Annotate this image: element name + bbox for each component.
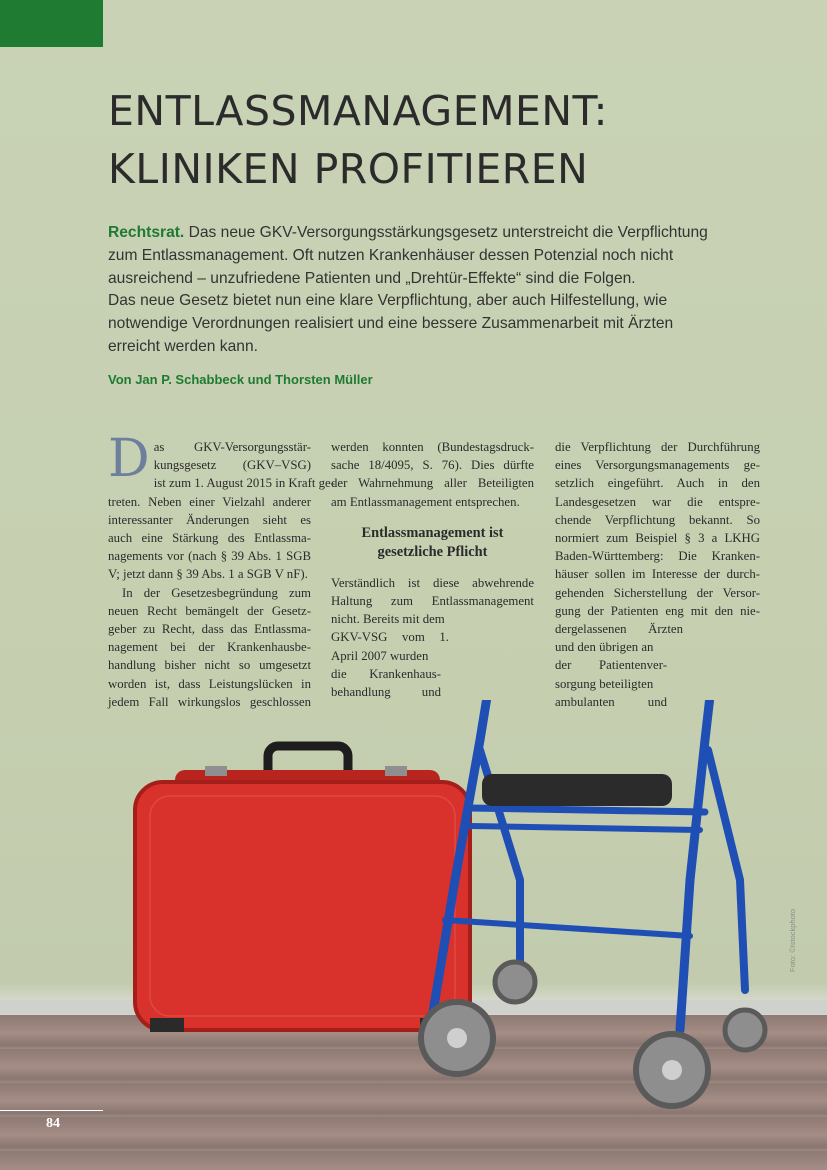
lead-line-6: erreicht werden kann.: [108, 337, 258, 355]
lead-line-1-rest: Das neue GKV-Versorgungsstärkungsgesetz unterstreicht die Verpflichtung: [184, 224, 708, 241]
lead-line-1: [108, 222, 760, 245]
col2-p1-line: werden konnten (Bundestagsdruck-: [331, 440, 534, 454]
section-subheading: [331, 524, 534, 562]
col1-paragraph-2: [108, 584, 311, 711]
article-photo: [0, 700, 827, 1170]
lead-line-5: notwendige Verordnungen realisiert und eine bessere Zusammenarbeit mit Ärzten: [108, 315, 674, 333]
photo-credit: Foto: ©Istockphoto: [788, 908, 797, 972]
author-byline: Von Jan P. Schabbeck und Thorsten Müller: [108, 372, 373, 387]
col3-p1-line: normiert zum Beispiel § 3 a LKHG: [555, 531, 760, 546]
col2-p1-line: der Wahrnehmung aller Beteiligten: [331, 476, 534, 491]
folio-rule: [0, 1110, 103, 1111]
col1-p2-line: In der Gesetzesbegründung zum: [122, 585, 311, 600]
section-color-tab: [0, 0, 103, 47]
col3-p1-line: eines Versorgungsmanagements ge-: [555, 458, 760, 473]
col2-paragraph-1: [331, 438, 534, 511]
col1-p2-line: neuen Recht bemängelt der Gesetz-: [108, 603, 311, 618]
col2-p2-line: die Krankenhaus-: [331, 666, 441, 681]
col1-p2-line: handlung bisher nicht so umgesetzt: [108, 658, 311, 673]
title-line-2: KLINIKEN PROFITIEREN: [108, 145, 589, 193]
article-title: [108, 82, 728, 198]
col1-p1-line: nagements vor (nach § 39 Abs. 1 SGB: [108, 549, 311, 564]
col3-p1-line: setzlich eingeführt. Auch in den: [555, 476, 760, 491]
lead-kicker: Rechtsrat.: [108, 224, 185, 241]
subheading-line-1: Entlassmanagement ist: [361, 524, 504, 541]
col1-p2-line: nagement bei der Krankenhausbe-: [108, 640, 311, 655]
col3-p1-line: Landesgesetzen war die entspre-: [555, 494, 760, 509]
page-number: 84: [46, 1116, 60, 1131]
col3-p1-line: gung der Patienten eng mit den nie-: [555, 603, 760, 618]
lead-line-4: Das neue Gesetz bietet nun eine klare Verpflichtung, aber auch Hilfestellung, wie: [108, 292, 668, 310]
col3-p1-line: die Verpflichtung der Durchführung: [555, 440, 760, 454]
col2-p2-line: Verständlich ist diese abwehrende: [331, 575, 534, 590]
col2-p2-line: April 2007 wurden: [331, 648, 429, 663]
col1-p1-line: as GKV-Versorgungsstär-: [153, 440, 311, 454]
col3-p1-line: dergelassenen Ärzten: [555, 622, 683, 637]
col3-p1-line: gehenden Sicherstellung der Versor-: [555, 585, 760, 600]
col1-p1-line: V; jetzt dann § 39 Abs. 1 a SGB V nF).: [108, 567, 308, 582]
col3-p1-line: und den übrigen an: [555, 640, 654, 655]
article-lead: [108, 222, 760, 359]
col1-p2-line: worden ist, dass Leistungslücken in: [108, 676, 311, 691]
col3-p1-line: sorgung beteiligten: [555, 676, 654, 691]
col1-p1-line: ist zum 1. August 2015 in Kraft ge-: [153, 476, 335, 491]
col1-p1-line: treten. Neben einer Vielzahl anderer: [108, 494, 311, 509]
col2-p2-line: behandlung und: [331, 685, 441, 700]
col3-p1-line: Baden-Württemberg: Die Kranken-: [555, 549, 760, 564]
col2-p1-line: sache 18/4095, S. 76). Dies dürfte: [331, 458, 534, 473]
col1-p2-line: geber zu Recht, dass das Entlassma-: [108, 622, 311, 637]
col3-p1-line: ambulanten und: [555, 694, 667, 709]
drop-cap: D: [108, 429, 150, 489]
col2-p2-line: Haltung zum Entlassmanagement: [331, 594, 534, 609]
col2-p1-line: am Entlassmanagement entsprechen.: [331, 494, 520, 509]
col1-p1-line: interessanter Änderungen sieht es: [108, 512, 311, 527]
col2-p2-line: GKV-VSG vom 1.: [331, 630, 449, 645]
col3-p1-line: häuser sollen im Interesse der durch-: [555, 567, 760, 582]
col1-p1-line: kungsgesetz (GKV–VSG): [153, 458, 311, 473]
col3-p1-line: der Patientenver-: [555, 658, 667, 673]
text-column-3: [555, 438, 760, 711]
col2-paragraph-2: [331, 574, 534, 701]
lead-line-3: ausreichend – unzufriedene Patienten und „Drehtür-Effekte“ sind die Folgen.: [108, 269, 636, 287]
col2-p2-line: nicht. Bereits mit dem: [331, 612, 445, 627]
col1-p2-line: jedem Fall wirkungslos geschlossen: [108, 694, 311, 709]
red-suitcase-image: [135, 746, 470, 1032]
subheading-line-2: gesetzliche Pflicht: [377, 543, 488, 560]
lead-line-2: zum Entlassmanagement. Oft nutzen Krankenhäuser dessen Potenzial noch nicht: [108, 246, 674, 264]
title-line-1: ENTLASSMANAGEMENT:: [108, 87, 608, 135]
col3-paragraph-1: [555, 438, 760, 711]
text-column-2: [331, 438, 534, 701]
text-column-1: [108, 429, 335, 711]
col3-p1-line: chende Verpflichtung bekannt. So: [555, 512, 760, 527]
col1-p1-line: auch eine Stärkung des Entlassma-: [108, 531, 311, 546]
blue-walker-image: [421, 700, 765, 1106]
